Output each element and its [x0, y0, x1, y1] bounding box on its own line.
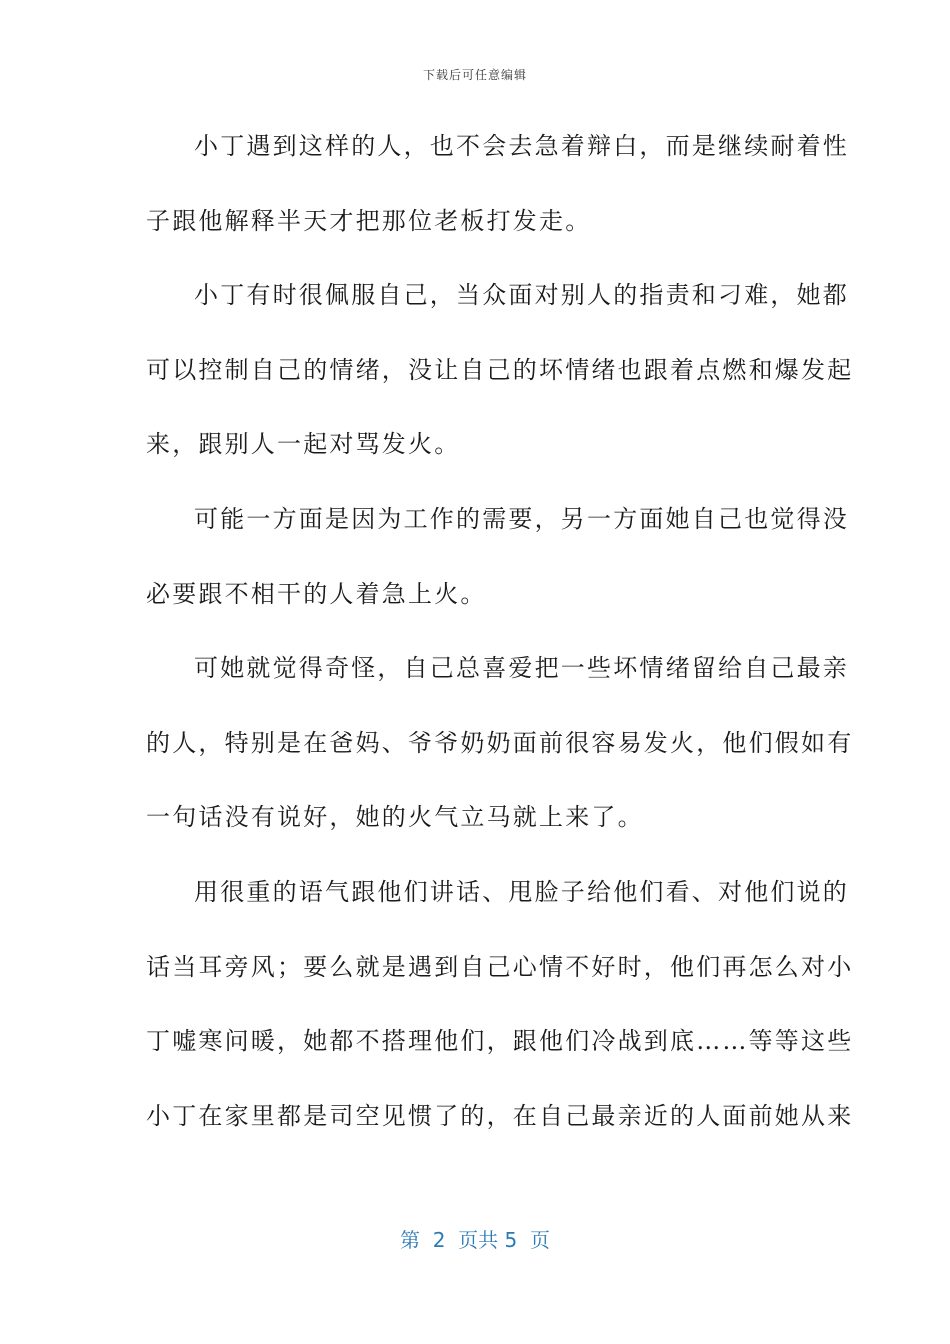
text-line: 丁嘘寒问暖，她都不搭理他们，跟他们冷战到底……等等这些 — [146, 1027, 854, 1056]
text-line: 小丁遇到这样的人，也不会去急着辩白，而是继续耐着性 — [194, 132, 849, 160]
text-line: 可以控制自己的情绪，没让自己的坏情绪也跟着点燃和爆发起 — [146, 355, 854, 384]
text-line: 来，跟别人一起对骂发火。 — [146, 430, 461, 459]
header-note: 下载后可任意编辑 — [422, 68, 527, 82]
text-line: 可能一方面是因为工作的需要，另一方面她自己也觉得没 — [194, 504, 849, 533]
text-line: 小丁在家里都是司空见惯了的，在自己最亲近的人面前她从来 — [146, 1101, 854, 1130]
text-line: 必要跟不相干的人着急上火。 — [146, 579, 487, 608]
text-line: 用很重的语气跟他们讲话、甩脸子给他们看、对他们说的 — [194, 877, 849, 906]
page-number-footer: 第 2 页共 5 页 — [400, 1228, 550, 1252]
text-line: 一句话没有说好，她的火气立马就上来了。 — [146, 803, 644, 832]
document-body — [146, 118, 854, 1162]
text-line: 的人，特别是在爸妈、爷爷奶奶面前很容易发火，他们假如有 — [146, 728, 854, 757]
text-line: 子跟他解释半天才把那位老板打发走。 — [146, 206, 592, 235]
text-line: 小丁有时很佩服自己，当众面对别人的指责和刁难，她都 — [194, 281, 849, 310]
text-line: 可她就觉得奇怪，自己总喜爱把一些坏情绪留给自己最亲 — [194, 654, 849, 683]
text-line: 话当耳旁风；要么就是遇到自己心情不好时，他们再怎么对小 — [146, 952, 854, 981]
